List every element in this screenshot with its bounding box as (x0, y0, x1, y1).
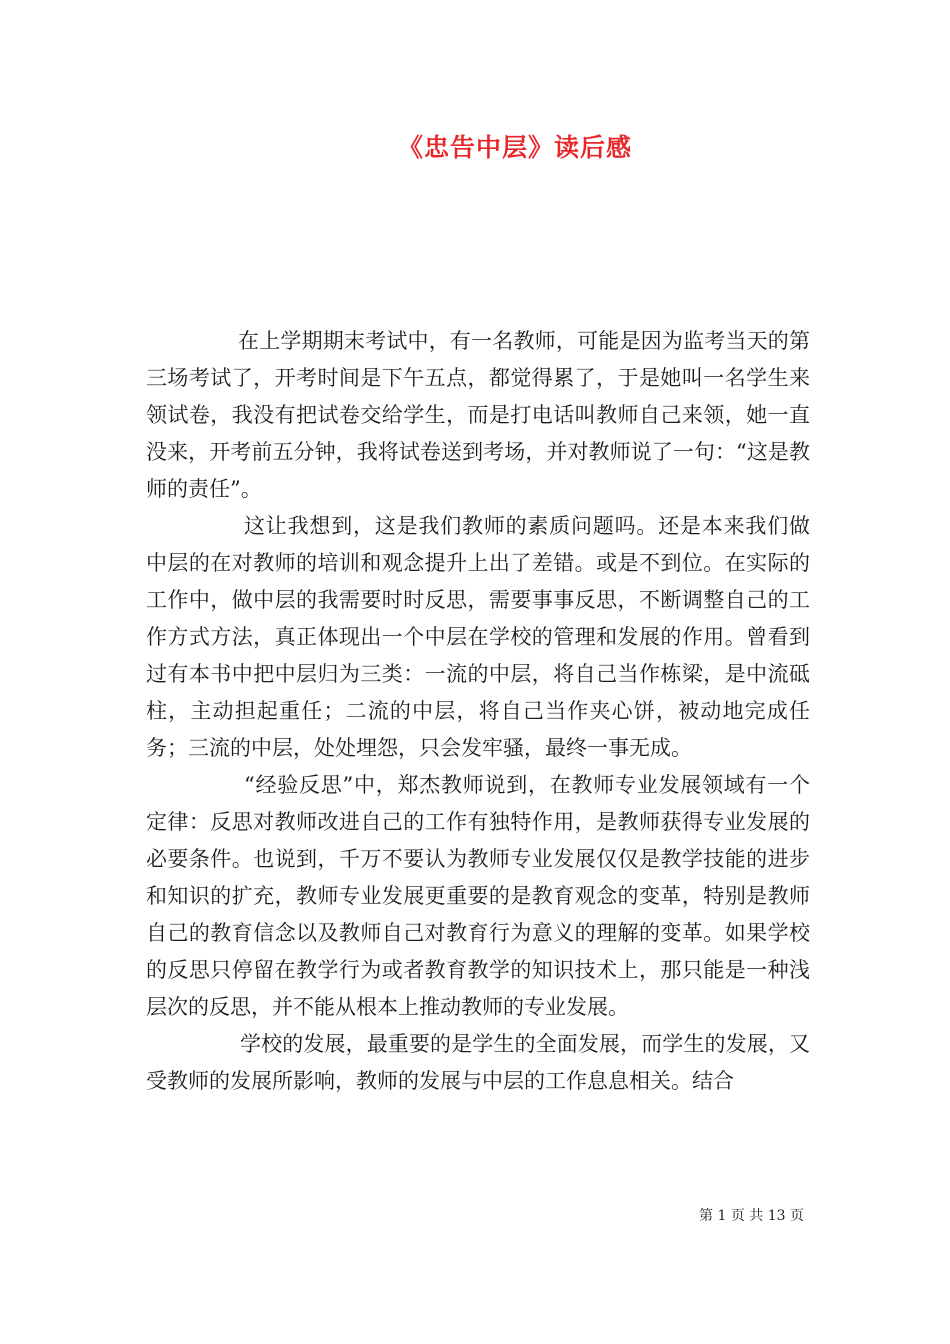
page-number: 第 1 页 共 13 页 (699, 1208, 804, 1224)
document-body (146, 323, 810, 1100)
paragraph-1: 在上学期期末考试中，有一名教师，可能是因为监考当天的第三场考试了，开考时间是下午五点，都觉得累了，于是她叫一名学生来领试卷，我没有把试卷交给学生，而是打电话叫教师自己来领，她一直没来，开考前五分钟，我将试卷送到考场，并对教师说了一句：“这是教师的责任”。 (146, 329, 810, 501)
paragraph-3: “经验反思”中，郑杰教师说到，在教师专业发展领域有一个定律：反思对教师改进自己的工作有独特作用，是教师获得专业发展的必要条件。也说到，千万不要认为教师专业发展仅仅是教学技能的进步和知识的扩充，教师专业发展更重要的是教育观念的变革，特别是教师自己的教育信念以及教师自己对教育行为意义的理解的变革。如果学校的反思只停留在教学行为或者教育教学的知识技术上，那只能是一种浅层次的反思，并不能从根本上推动教师的专业发展。 (146, 773, 810, 1019)
document-title: 《忠告中层》读后感 (397, 133, 632, 162)
paragraph-4: 学校的发展，最重要的是学生的全面发展，而学生的发展，又受教师的发展所影响，教师的发展与中层的工作息息相关。结合 (146, 1032, 810, 1093)
paragraph-2: 这让我想到，这是我们教师的素质问题吗。还是本来我们做中层的在对教师的培训和观念提升上出了差错。或是不到位。在实际的工作中，做中层的我需要时时反思，需要事事反思，不断调整自己的工作方式方法，真正体现出一个中层在学校的管理和发展的作用。曾看到过有本书中把中层归为三类：一流的中层，将自己当作栋梁，是中流砥柱，主动担起重任；二流的中层，将自己当作夹心饼，被动地完成任务；三流的中层，处处埋怨，只会发牢骚，最终一事无成。 (146, 514, 810, 760)
